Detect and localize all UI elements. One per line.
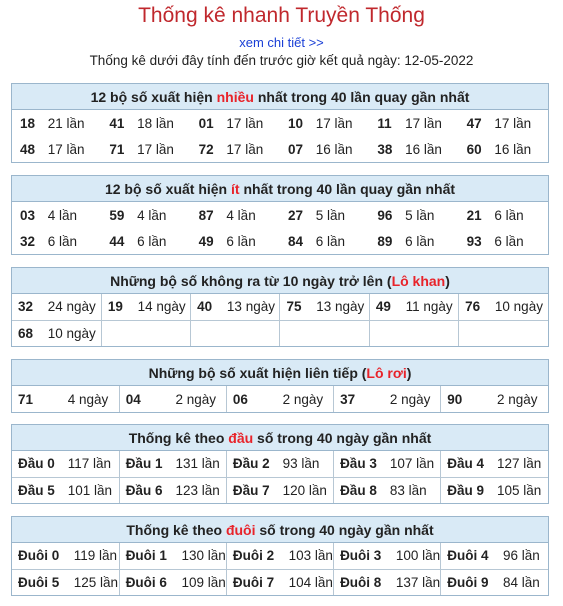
stat-value: 21 lần bbox=[47, 115, 85, 131]
stat-key: Đầu 1 bbox=[125, 456, 163, 472]
stat-key: 40 bbox=[197, 299, 213, 315]
table-row bbox=[12, 543, 548, 569]
stat-key: 93 bbox=[466, 233, 482, 249]
section-header: 12 bộ số xuất hiện ít nhất trong 40 lần quay gần nhất bbox=[12, 176, 548, 202]
stat-value: 13 ngày bbox=[226, 299, 275, 315]
stat-cell bbox=[191, 110, 280, 136]
stat-value: 2 ngày bbox=[175, 391, 216, 407]
stat-cell bbox=[119, 543, 226, 569]
stat-value: 6 lần bbox=[494, 233, 524, 249]
stat-key: Đuôi 3 bbox=[340, 548, 382, 564]
stat-cell bbox=[101, 228, 190, 254]
stat-key: 04 bbox=[125, 391, 141, 407]
stat-value: 6 lần bbox=[405, 233, 435, 249]
stat-key: 10 bbox=[287, 115, 304, 131]
stat-key: 32 bbox=[18, 299, 34, 315]
stat-cell bbox=[334, 543, 441, 569]
section-header: Thống kê theo đuôi số trong 40 ngày gần nhất bbox=[12, 517, 548, 543]
stat-value: 137 lần bbox=[395, 574, 441, 590]
stat-value: 4 lần bbox=[226, 207, 256, 223]
stat-value: 6 lần bbox=[47, 233, 78, 249]
stat-cell bbox=[101, 202, 190, 228]
stat-cell bbox=[12, 477, 119, 503]
duoi-section bbox=[11, 516, 549, 596]
lo-khan-section bbox=[11, 267, 549, 347]
stat-cell bbox=[459, 136, 548, 162]
stat-key: 01 bbox=[198, 115, 214, 131]
stat-cell bbox=[280, 320, 369, 346]
stat-key: 07 bbox=[287, 141, 304, 157]
highlight-word: đuôi bbox=[225, 522, 256, 538]
stat-cell bbox=[441, 451, 548, 477]
stat-value: 96 lần bbox=[503, 548, 540, 564]
stat-cell bbox=[12, 543, 119, 569]
stat-key: Đầu 7 bbox=[232, 482, 270, 498]
stat-cell bbox=[280, 136, 369, 162]
section-header: Thống kê theo đầu số trong 40 ngày gần nhất bbox=[12, 425, 548, 451]
stat-value: 17 lần bbox=[494, 115, 532, 131]
stat-value: 13 ngày bbox=[316, 299, 365, 315]
stat-key: 72 bbox=[198, 141, 214, 157]
stat-key: 18 bbox=[20, 115, 36, 131]
dau-section bbox=[11, 424, 549, 504]
stat-cell bbox=[334, 451, 441, 477]
lo-roi-section bbox=[11, 359, 549, 413]
stat-key: 49 bbox=[198, 233, 214, 249]
stat-value: 84 lần bbox=[503, 574, 540, 590]
stat-key: Đầu 9 bbox=[447, 482, 485, 498]
stat-value: 17 lần bbox=[47, 141, 85, 157]
stat-value: 10 ngày bbox=[47, 325, 96, 341]
stat-key: 38 bbox=[377, 141, 393, 157]
stats-table bbox=[12, 202, 548, 254]
stat-key: Đuôi 1 bbox=[125, 548, 167, 564]
stat-value: 2 ngày bbox=[497, 391, 538, 407]
stat-cell bbox=[12, 569, 119, 595]
stat-cell bbox=[191, 136, 280, 162]
stat-key: Đuôi 6 bbox=[125, 574, 167, 590]
stat-value: 17 lần bbox=[137, 141, 174, 157]
highlight-word: đầu bbox=[228, 430, 254, 446]
stat-key: 19 bbox=[107, 299, 123, 315]
stat-cell bbox=[191, 320, 280, 346]
stat-cell bbox=[459, 228, 548, 254]
stat-key: Đầu 2 bbox=[232, 456, 270, 472]
stat-cell bbox=[226, 386, 333, 412]
table-row bbox=[12, 451, 548, 477]
stat-value: 11 ngày bbox=[405, 299, 453, 315]
table-row bbox=[12, 569, 548, 595]
stat-cell bbox=[119, 569, 226, 595]
stat-key: Đầu 8 bbox=[340, 482, 377, 498]
stat-key: 89 bbox=[377, 233, 393, 249]
stat-value: 93 lần bbox=[282, 456, 320, 472]
section-header: Những bộ số xuất hiện liên tiếp (Lô rơi) bbox=[12, 360, 548, 386]
stat-key: 47 bbox=[466, 115, 482, 131]
stat-value: 16 lần bbox=[405, 141, 442, 157]
stat-cell bbox=[191, 294, 280, 320]
stat-key: 71 bbox=[18, 391, 34, 407]
stat-key: Đuôi 5 bbox=[18, 574, 60, 590]
stat-cell bbox=[369, 136, 458, 162]
stat-key: 37 bbox=[340, 391, 356, 407]
stat-key: 68 bbox=[18, 325, 34, 341]
stat-cell bbox=[119, 477, 226, 503]
stat-key: Đầu 0 bbox=[18, 456, 55, 472]
stat-cell bbox=[12, 136, 101, 162]
stat-value: 17 lần bbox=[226, 141, 264, 157]
stats-table bbox=[12, 294, 548, 346]
stat-value: 4 lần bbox=[47, 207, 78, 223]
stat-value: 130 lần bbox=[181, 548, 226, 564]
table-row bbox=[12, 202, 548, 228]
stat-key: 90 bbox=[447, 391, 463, 407]
stat-key: Đuôi 8 bbox=[340, 574, 382, 590]
stat-value: 6 lần bbox=[226, 233, 256, 249]
stat-cell bbox=[369, 202, 458, 228]
stat-cell bbox=[12, 110, 101, 136]
stat-key: 60 bbox=[466, 141, 482, 157]
stat-key: Đầu 3 bbox=[340, 456, 377, 472]
table-row bbox=[12, 320, 548, 346]
stat-cell bbox=[226, 451, 333, 477]
stats-table bbox=[12, 110, 548, 162]
table-row bbox=[12, 294, 548, 320]
stat-cell bbox=[441, 386, 548, 412]
stat-value: 105 lần bbox=[497, 482, 542, 498]
stat-cell bbox=[12, 202, 101, 228]
stat-value: 10 ngày bbox=[494, 299, 543, 315]
stat-value: 123 lần bbox=[175, 482, 220, 498]
stat-cell bbox=[459, 294, 548, 320]
stat-key: Đuôi 0 bbox=[18, 548, 60, 564]
stat-value: 109 lần bbox=[181, 574, 226, 590]
page-title: Thống kê nhanh Truyền Thống bbox=[138, 4, 425, 27]
stat-cell bbox=[101, 294, 190, 320]
stat-cell bbox=[334, 386, 441, 412]
stat-cell bbox=[191, 228, 280, 254]
stat-key: 49 bbox=[375, 299, 391, 315]
stat-value: 18 lần bbox=[137, 115, 174, 131]
stat-value: 17 lần bbox=[405, 115, 442, 131]
stat-cell bbox=[459, 110, 548, 136]
stat-value: 17 lần bbox=[226, 115, 264, 131]
stat-cell bbox=[441, 477, 548, 503]
section-header: Những bộ số không ra từ 10 ngày trở lên (Lô khan) bbox=[12, 268, 548, 294]
stat-key: 71 bbox=[109, 141, 125, 157]
stat-key: 06 bbox=[232, 391, 248, 407]
stat-key: 11 bbox=[377, 115, 392, 131]
stat-value: 127 lần bbox=[497, 456, 542, 472]
stat-value: 5 lần bbox=[315, 207, 346, 223]
stat-key: 41 bbox=[109, 115, 125, 131]
stat-key: 27 bbox=[287, 207, 304, 223]
stat-cell bbox=[334, 477, 441, 503]
stat-value: 117 lần bbox=[67, 456, 112, 472]
table-row bbox=[12, 136, 548, 162]
highlight-word: nhiều bbox=[216, 89, 254, 105]
table-row bbox=[12, 228, 548, 254]
stat-key: 03 bbox=[20, 207, 36, 223]
stat-value: 104 lần bbox=[288, 574, 333, 590]
stat-value: 120 lần bbox=[282, 482, 327, 498]
stat-key: 21 bbox=[466, 207, 482, 223]
stat-cell bbox=[459, 320, 548, 346]
stat-cell bbox=[12, 451, 119, 477]
stat-value: 2 ngày bbox=[282, 391, 324, 407]
stat-value: 131 lần bbox=[175, 456, 220, 472]
stat-cell bbox=[101, 136, 190, 162]
stats-table bbox=[12, 386, 548, 412]
stat-key: Đầu 5 bbox=[18, 482, 55, 498]
stat-key: 59 bbox=[109, 207, 125, 223]
stat-key: Đuôi 4 bbox=[447, 548, 489, 564]
table-row bbox=[12, 477, 548, 503]
stat-key: Đầu 6 bbox=[125, 482, 163, 498]
stat-cell bbox=[12, 228, 101, 254]
stat-cell bbox=[101, 320, 190, 346]
highlight-word: Lô khan bbox=[391, 273, 446, 289]
stat-value: 17 lần bbox=[315, 115, 353, 131]
stat-cell bbox=[226, 477, 333, 503]
stat-value: 16 lần bbox=[494, 141, 532, 157]
stat-key: 44 bbox=[109, 233, 125, 249]
stat-cell bbox=[459, 202, 548, 228]
stat-cell bbox=[12, 294, 101, 320]
stat-value: 5 lần bbox=[405, 207, 435, 223]
stat-cell bbox=[280, 202, 369, 228]
least-frequent-section bbox=[11, 175, 549, 255]
stat-value: 119 lần bbox=[73, 548, 118, 564]
stat-value: 24 ngày bbox=[47, 299, 96, 315]
stat-cell bbox=[441, 569, 548, 595]
stats-table bbox=[12, 543, 548, 595]
stat-value: 14 ngày bbox=[137, 299, 186, 315]
stat-cell bbox=[280, 228, 369, 254]
stat-cell bbox=[101, 110, 190, 136]
stat-value: 16 lần bbox=[315, 141, 353, 157]
stat-value: 6 lần bbox=[494, 207, 524, 223]
stat-cell bbox=[191, 202, 280, 228]
stats-table bbox=[12, 451, 548, 503]
stat-value: 6 lần bbox=[137, 233, 167, 249]
stat-value: 4 lần bbox=[137, 207, 167, 223]
stat-key: 48 bbox=[20, 141, 36, 157]
stat-key: Đuôi 7 bbox=[232, 574, 275, 590]
stat-cell bbox=[226, 569, 333, 595]
stat-cell bbox=[12, 386, 119, 412]
stat-key: 76 bbox=[465, 299, 481, 315]
stat-key: Đuôi 9 bbox=[447, 574, 489, 590]
stat-cell bbox=[334, 569, 441, 595]
stat-cell bbox=[369, 294, 458, 320]
stat-value: 101 lần bbox=[67, 482, 113, 498]
stat-cell bbox=[280, 110, 369, 136]
stat-cell bbox=[119, 451, 226, 477]
table-row bbox=[12, 386, 548, 412]
stat-key: 96 bbox=[377, 207, 393, 223]
stat-key: Đầu 4 bbox=[447, 456, 485, 472]
stat-value: 103 lần bbox=[288, 548, 333, 564]
stat-cell bbox=[119, 386, 226, 412]
most-frequent-section bbox=[11, 83, 549, 163]
stat-value: 4 ngày bbox=[67, 391, 109, 407]
stat-key: Đuôi 2 bbox=[232, 548, 275, 564]
stat-cell bbox=[226, 543, 333, 569]
page-subtitle: Thống kê dưới đây tính đến trước giờ kết quả ngày: 12-05-2022 bbox=[89, 53, 474, 68]
stat-key: 75 bbox=[286, 299, 302, 315]
stat-cell bbox=[441, 543, 548, 569]
highlight-word: ít bbox=[231, 181, 240, 197]
stat-cell bbox=[12, 320, 101, 346]
stat-key: 32 bbox=[20, 233, 36, 249]
stat-value: 107 lần bbox=[389, 456, 435, 472]
stat-cell bbox=[369, 320, 458, 346]
section-header: 12 bộ số xuất hiện nhiều nhất trong 40 lần quay gần nhất bbox=[12, 84, 548, 110]
stat-key: 87 bbox=[198, 207, 214, 223]
stat-key: 84 bbox=[287, 233, 304, 249]
stat-value: 6 lần bbox=[315, 233, 346, 249]
stat-cell bbox=[280, 294, 369, 320]
view-details-link[interactable]: xem chi tiết >> bbox=[239, 35, 324, 50]
stat-value: 2 ngày bbox=[389, 391, 431, 407]
stat-cell bbox=[369, 110, 458, 136]
highlight-word: Lô rơi bbox=[366, 365, 407, 381]
stat-value: 83 lần bbox=[389, 482, 427, 498]
stat-value: 100 lần bbox=[395, 548, 441, 564]
stat-cell bbox=[369, 228, 458, 254]
table-row bbox=[12, 110, 548, 136]
stat-value: 125 lần bbox=[73, 574, 119, 590]
